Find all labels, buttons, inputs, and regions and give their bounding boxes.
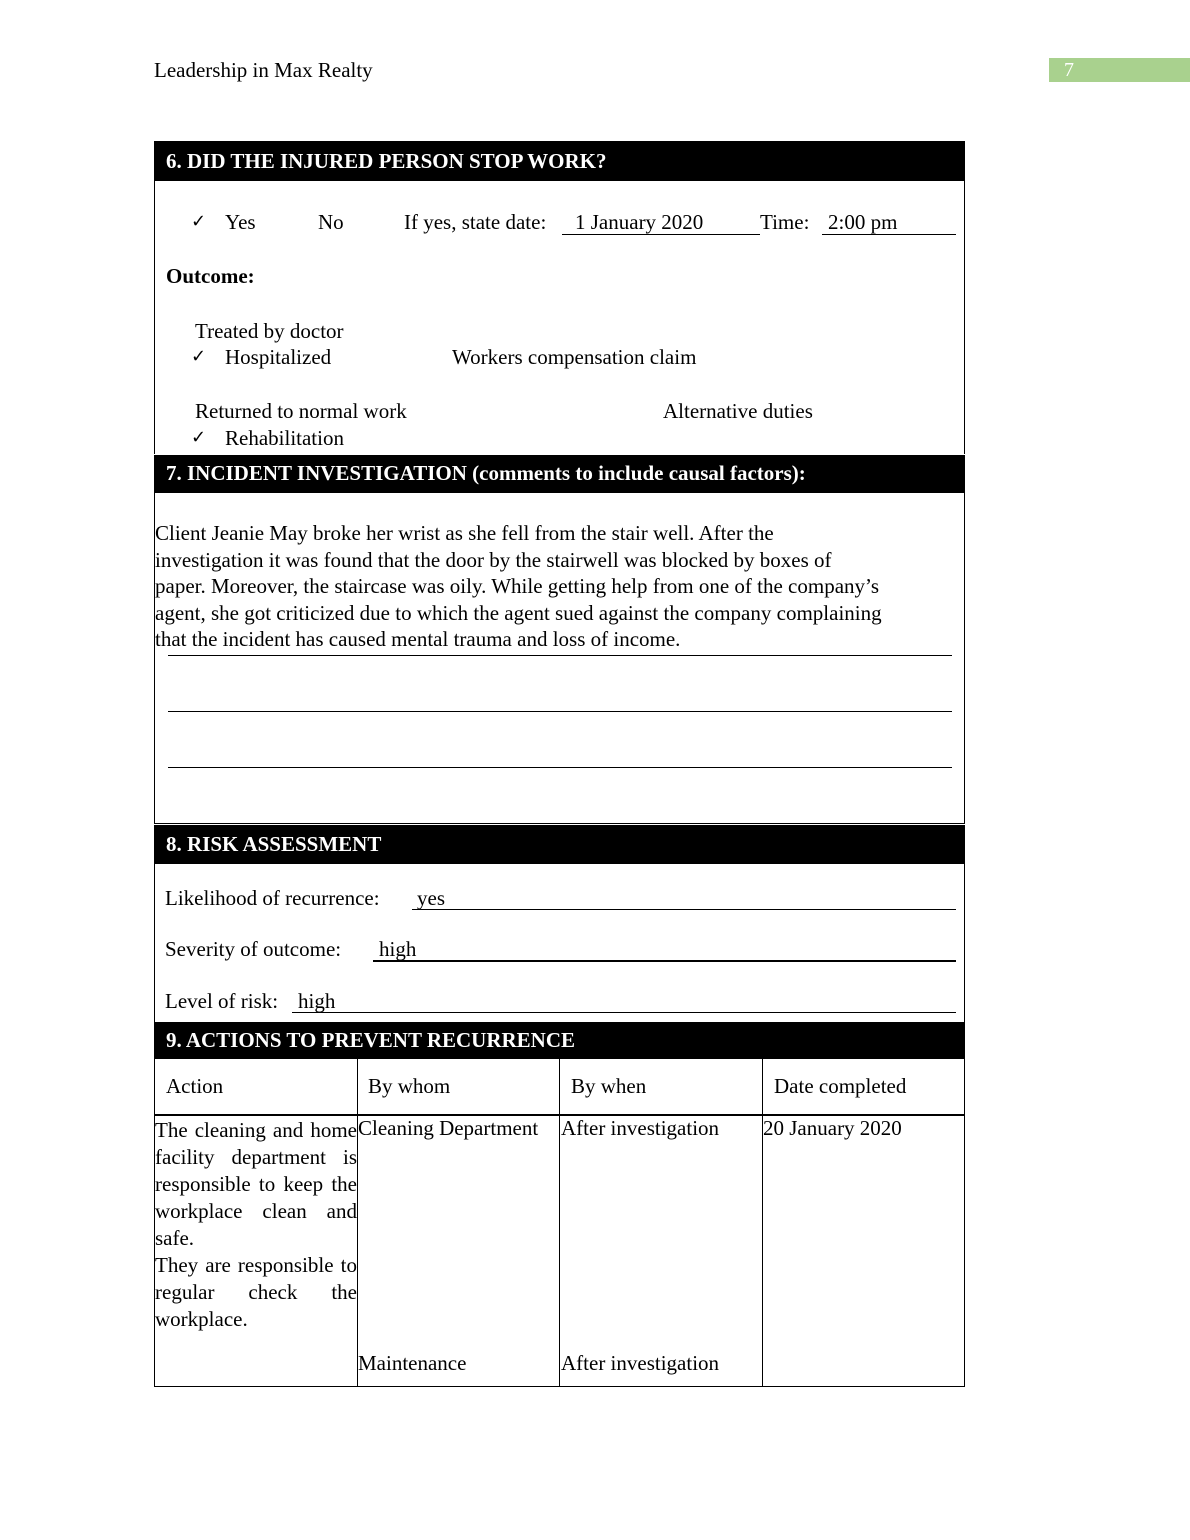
risk-level-underline (292, 1012, 956, 1013)
incident-line: Client Jeanie May broke her wrist as she fell from the stair well. After the (155, 521, 774, 545)
by-when-cell: After investigation (561, 1116, 720, 1140)
comment-line (168, 711, 952, 712)
section-6-right-border (964, 181, 965, 454)
stop-date-underline (562, 234, 760, 235)
likelihood-underline (412, 909, 956, 910)
risk-level-label: Level of risk: (165, 989, 279, 1013)
stop-time-label: Time: (760, 210, 810, 234)
incident-line: investigation it was found that the door by the stairwell was blocked by boxes of (155, 547, 832, 572)
yes-option: Yes (225, 210, 256, 234)
by-whom-cell: Maintenance (358, 1351, 467, 1375)
column-header-action: Action (166, 1074, 224, 1098)
incident-line: agent, she got criticized due to which the agent sued against the company complaining (155, 600, 882, 625)
column-header-by-whom: By whom (368, 1074, 451, 1098)
outcome-workers-compensation: Workers compensation claim (452, 345, 697, 369)
section-9-heading: 9. ACTIONS TO PREVENT RECURRENCE (154, 1022, 965, 1059)
stop-date-label: If yes, state date: (404, 210, 547, 234)
column-header-date-completed: Date completed (774, 1074, 907, 1098)
stop-time-underline (822, 234, 956, 235)
table-border (964, 1059, 965, 1387)
outcome-hospitalized: Hospitalized (225, 345, 332, 369)
section-6-heading: 6. DID THE INJURED PERSON STOP WORK? (154, 141, 965, 181)
section-8-left-border (154, 864, 155, 1022)
rehabilitation-check-icon: ✓ (191, 427, 207, 448)
section-6-left-border (154, 181, 155, 454)
incident-description (155, 520, 965, 653)
section-8-heading: 8. RISK ASSESSMENT (154, 825, 965, 864)
page-number: 7 (1049, 58, 1190, 82)
column-header-by-when: By when (571, 1074, 647, 1098)
severity-underline (373, 960, 956, 962)
stop-time-value: 2:00 pm (828, 210, 898, 234)
likelihood-value: yes (417, 886, 445, 910)
severity-value: high (379, 937, 417, 961)
hospitalized-check-icon: ✓ (191, 346, 207, 367)
table-border (357, 1059, 358, 1387)
incident-line: that the incident has caused mental trauma and loss of income. (155, 627, 681, 651)
table-border (559, 1059, 560, 1387)
comment-line (168, 767, 952, 768)
stop-date-value: 1 January 2020 (575, 210, 704, 234)
action-cell (155, 1117, 357, 1333)
incident-line: paper. Moreover, the staircase was oily. While getting help from one of the company’s (155, 574, 880, 598)
table-bottom-border (154, 1386, 965, 1387)
outcome-treated-by-doctor: Treated by doctor (195, 319, 344, 343)
no-option: No (318, 210, 344, 234)
by-whom-cell: Cleaning Department (358, 1116, 539, 1140)
outcome-rehabilitation: Rehabilitation (225, 426, 344, 450)
action-text: The cleaning and home facility department is responsible to keep the workplace clean and safe. (155, 1118, 357, 1250)
action-text: They are responsible to regular check the workplace. (155, 1253, 357, 1331)
outcome-alternative-duties: Alternative duties (663, 399, 813, 423)
outcome-label: Outcome: (166, 264, 255, 288)
risk-level-value: high (298, 989, 336, 1013)
by-when-cell: After investigation (561, 1351, 720, 1375)
section-7-heading: 7. INCIDENT INVESTIGATION (comments to include causal factors): (154, 455, 965, 492)
likelihood-label: Likelihood of recurrence: (165, 886, 380, 910)
section-8-right-border (964, 864, 965, 1022)
date-completed-cell: 20 January 2020 (763, 1116, 902, 1140)
document-header-title: Leadership in Max Realty (154, 58, 373, 82)
table-border (762, 1059, 763, 1387)
outcome-returned-to-work: Returned to normal work (195, 399, 407, 423)
severity-label: Severity of outcome: (165, 937, 342, 961)
comment-line (168, 655, 952, 656)
yes-check-icon: ✓ (191, 211, 207, 232)
